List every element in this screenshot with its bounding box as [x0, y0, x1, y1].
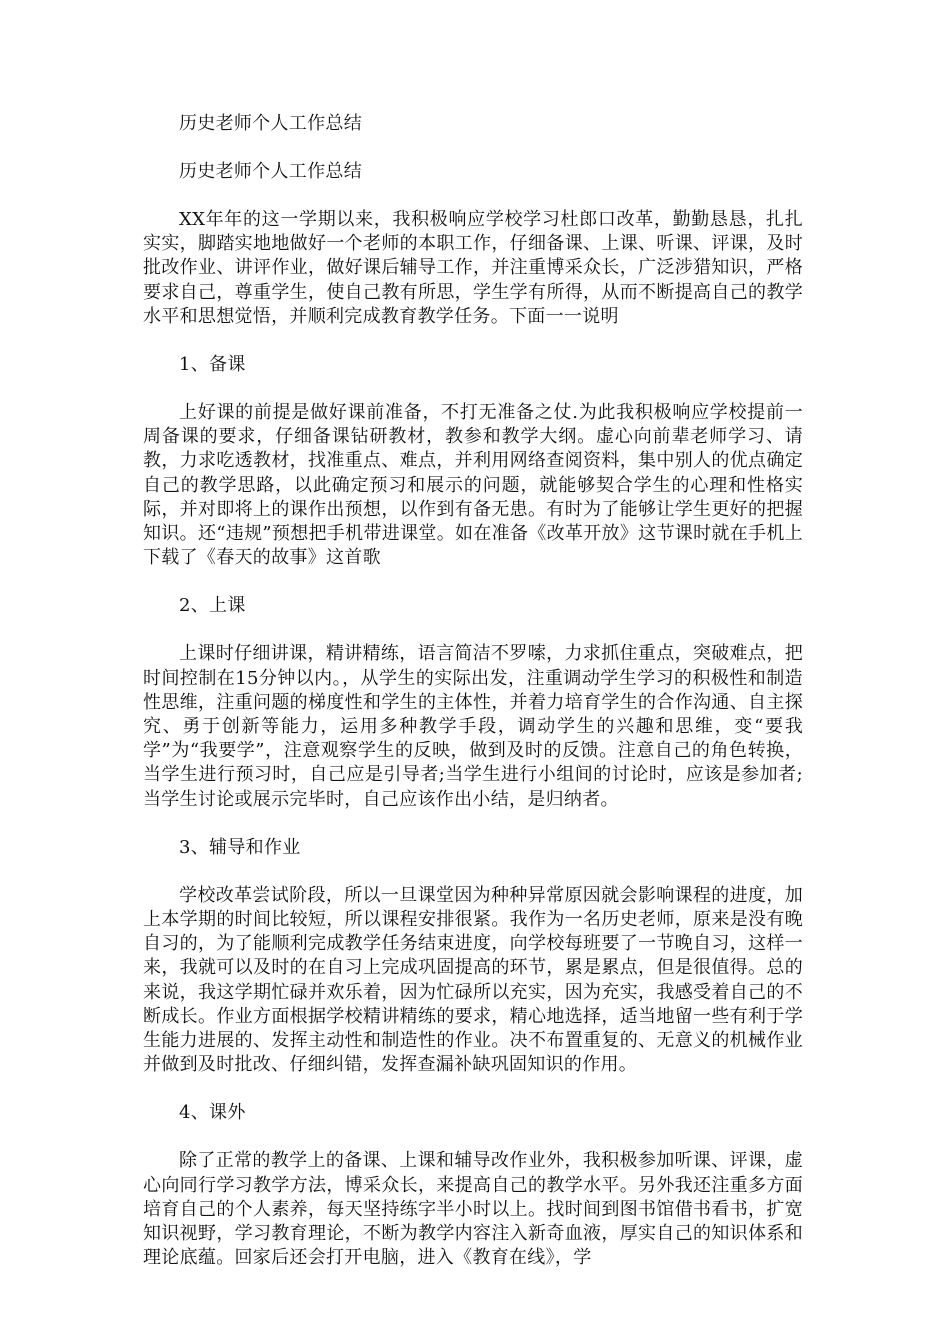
- section-heading-prep: 1、备课: [179, 354, 246, 376]
- section-body-tutoring: 学校改革尝试阶段，所以一旦课堂因为种种异常原因就会影响课程的进度，加上本学期的时间比较短，所以课程安排很紧。我作为一名历史老师，原来是没有晚自习的，为了能顺利完成教学任务结束进度，向学校每班要了一节晚自习，这样一来，我就可以及时的在自习上完成巩固提高的环节，累是累点，但是很值得。总的来说，我这学期忙碌并欢乐着，因为忙碌所以充实，因为充实，我感受着自己的不断成长。作业方面根据学校精讲精练的要求，精心地选择，适当地留一些有利于学生能力进展的、发挥主动性和制造性的作业。决不布置重复的、无意义的机械作业并做到及时批改、仔细纠错，发挥查漏补缺巩固知识的作用。: [143, 884, 803, 1076]
- document-subtitle: 历史老师个人工作总结: [179, 161, 362, 182]
- section-body-class: 上课时仔细讲课，精讲精练，语言简洁不罗嗦，力求抓住重点，突破难点，把时间控制在15分钟以内。，从学生的实际出发，注重调动学生学习的积极性和制造性思维，注重问题的梯度性和学生的主体性，并着力培育学生的合作沟通、自主探究、勇于创新等能力，运用多种教学手段，调动学生的兴趣和思维，变“要我学”为“我要学”，注意观察学生的反映，做到及时的反馈。注意自己的角色转换，当学生进行预习时，自己应是引导者;当学生进行小组间的讨论时，应该是参加者;当学生讨论或展示完毕时，自己应该作出小结，是归纳者。: [143, 643, 803, 810]
- section-heading-extracurricular: 4、课外: [179, 1102, 246, 1124]
- section-heading-tutoring: 3、辅导和作业: [179, 836, 301, 858]
- section-heading-class: 2、上课: [179, 595, 246, 617]
- document-title: 历史老师个人工作总结: [179, 113, 362, 134]
- intro-paragraph: XX年年的这一学期以来，我积极响应学校学习杜郎口改革，勤勤恳恳，扎扎实实，脚踏实地地做好一个老师的本职工作，仔细备课、上课、听课、评课，及时批改作业、讲评作业，做好课后辅导工作，并注重博采众长，广泛涉猎知识，严格要求自己，尊重学生，使自己教有所思，学生学有所得，从而不断提高自己的教学水平和思想觉悟，并顺利完成教育教学任务。下面一一说明: [143, 209, 803, 327]
- document-page: [143, 112, 803, 1271]
- section-body-prep: 上好课的前提是做好课前准备，不打无准备之仗.为此我积极响应学校提前一周备课的要求，仔细备课钻研教材，教参和教学大纲。虚心向前辈老师学习、请教，力求吃透教材，找准重点、难点，并利用网络查阅资料，集中别人的优点确定自己的教学思路，以此确定预习和展示的问题，就能够契合学生的心理和性格实际，并对即将上的课作出预想，以作到有备无患。有时为了能够让学生更好的把握知识。还“违规”预想把手机带进课堂。如在准备《改革开放》这节课时就在手机上下载了《春天的故事》这首歌: [143, 402, 803, 569]
- section-body-extracurricular: 除了正常的教学上的备课、上课和辅导改作业外，我积极参加听课、评课，虚心向同行学习教学方法，博采众长，来提高自己的教学水平。另外我还注重多方面培育自己的个人素养，每天坚持练字半小时以上。找时间到图书馆借书看书，扩宽知识视野，学习教育理论，不断为教学内容注入新奇血液，厚实自己的知识体系和理论底蕴。回家后还会打开电脑，进入《教育在线》，学: [143, 1150, 803, 1269]
